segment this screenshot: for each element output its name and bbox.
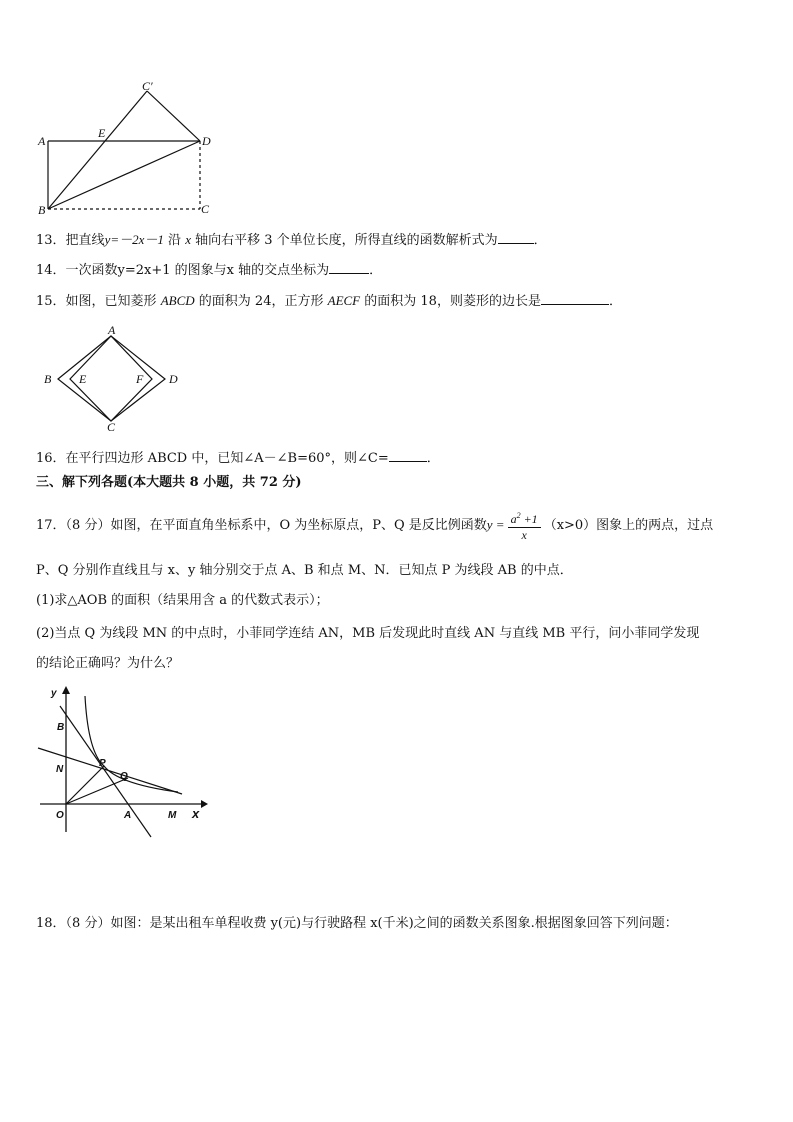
q16-number: 16． — [36, 451, 66, 466]
question-17-line-1: 17．（8 分）如图，在平面直角坐标系中，O 为坐标原点，P、Q 是反比例函数y = $\frac{a^2 +1}{x}$ （x>0）图象上的两点，过点 — [36, 508, 713, 543]
question-17-line-2: P、Q 分别作直线且与 x、y 轴分别交于点 A、B 和点 M、N．已知点 P 为线段 AB 的中点． — [36, 563, 573, 578]
label-D: D — [169, 372, 178, 386]
question-15: 15．如图，已知菱形 ABCD 的面积为 24，正方形 AECF 的面积为 18，则菱形的边长是 ． — [36, 293, 622, 309]
label-B: B — [44, 372, 52, 386]
label-F: F — [136, 372, 144, 386]
label-N: N — [56, 764, 64, 775]
label-E: E — [98, 126, 106, 140]
line-AB — [60, 706, 151, 837]
label-A: A — [124, 810, 132, 821]
q14-answer-blank — [329, 261, 369, 274]
label-C: C — [201, 202, 210, 216]
label-A: A — [108, 323, 116, 337]
figure-rhombus-square — [38, 322, 188, 434]
q15-text-3: 的面积为 18，则菱形的边长是 — [364, 294, 541, 309]
question-17-part-2-cont: 的结论正确吗？为什么？ — [36, 656, 180, 671]
segment-BC1 — [48, 91, 147, 209]
label-O: O — [56, 810, 64, 821]
q17-function-y: y = — [486, 517, 505, 532]
label-B: B — [38, 203, 46, 217]
question-17-part-2: (2)当点 Q 为线段 MN 的中点时，小菲同学连结 AN，MB 后发现此时直线 AN 与直线 MB 平行，问小菲同学发现 — [36, 626, 700, 641]
q14-text: 一次函数y=2x+1 的图象与x 轴的交点坐标为 — [65, 263, 330, 278]
q16-answer-blank — [389, 449, 427, 462]
question-13: 13．把直线y=－2x－1 沿 x 轴向右平移 3 个单位长度，所得直线的函数解析式为 ． — [36, 232, 547, 248]
label-P: P — [99, 758, 106, 769]
label-x: x — [192, 806, 200, 821]
label-B: B — [57, 722, 65, 733]
x-axis-arrow — [201, 800, 208, 808]
q13-equation: y=－2x－1 — [104, 232, 164, 247]
label-M: M — [168, 810, 177, 821]
figure-coordinate-hyperbola — [36, 682, 216, 842]
q15-text-2: 的面积为 24，正方形 — [198, 294, 324, 309]
q15-number: 15． — [36, 294, 66, 309]
question-14: 14．一次函数y=2x+1 的图象与x 轴的交点坐标为 ． — [36, 263, 383, 278]
question-17-part-1: (1)求△AOB 的面积（结果用含 a 的代数式表示）； — [36, 593, 329, 608]
section-3-heading: 三、解下列各题(本大题共 8 小题，共 72 分) — [36, 475, 302, 490]
q13-text-3: 轴向右平移 3 个单位长度，所得直线的函数解析式为 — [195, 233, 498, 248]
label-y: y — [51, 688, 57, 699]
segment-BD — [48, 141, 200, 209]
label-A: A — [38, 134, 46, 148]
q17-fraction: $\frac{a^2 +1}{x}$ — [508, 508, 541, 543]
q13-text-1: 把直线 — [65, 233, 105, 248]
label-C: C — [107, 420, 116, 434]
figure-rectangle-fold — [30, 78, 220, 218]
q13-number: 13． — [36, 233, 66, 248]
q13-answer-blank — [498, 231, 534, 244]
label-D: D — [202, 134, 211, 148]
question-18: 18．（8 分）如图：是某出租车单程收费 y(元)与行驶路程 x(千米)之间的函数关系图象.根据图象回答下列问题： — [36, 916, 678, 931]
segment-C1D — [147, 91, 200, 141]
q15-answer-blank — [541, 292, 609, 305]
q15-rhombus-name: ABCD — [160, 293, 195, 308]
q13-text-2: 沿 — [168, 233, 182, 248]
segment-OP — [66, 766, 104, 804]
label-C-prime: C′ — [142, 79, 153, 93]
q15-square-name: AECF — [327, 293, 361, 308]
question-16: 16．在平行四边形 ABCD 中，已知∠A－∠B=60°，则∠C= ． — [36, 451, 440, 466]
q15-text-1: 如图，已知菱形 — [65, 294, 157, 309]
q16-text: 在平行四边形 ABCD 中，已知∠A－∠B=60°，则∠C= — [65, 451, 389, 466]
q13-x: x — [185, 232, 191, 247]
q14-number: 14． — [36, 263, 66, 278]
label-Q: Q — [120, 771, 128, 782]
label-E: E — [79, 372, 87, 386]
rhombus-ABCD — [58, 336, 165, 421]
y-axis-arrow — [62, 686, 70, 694]
